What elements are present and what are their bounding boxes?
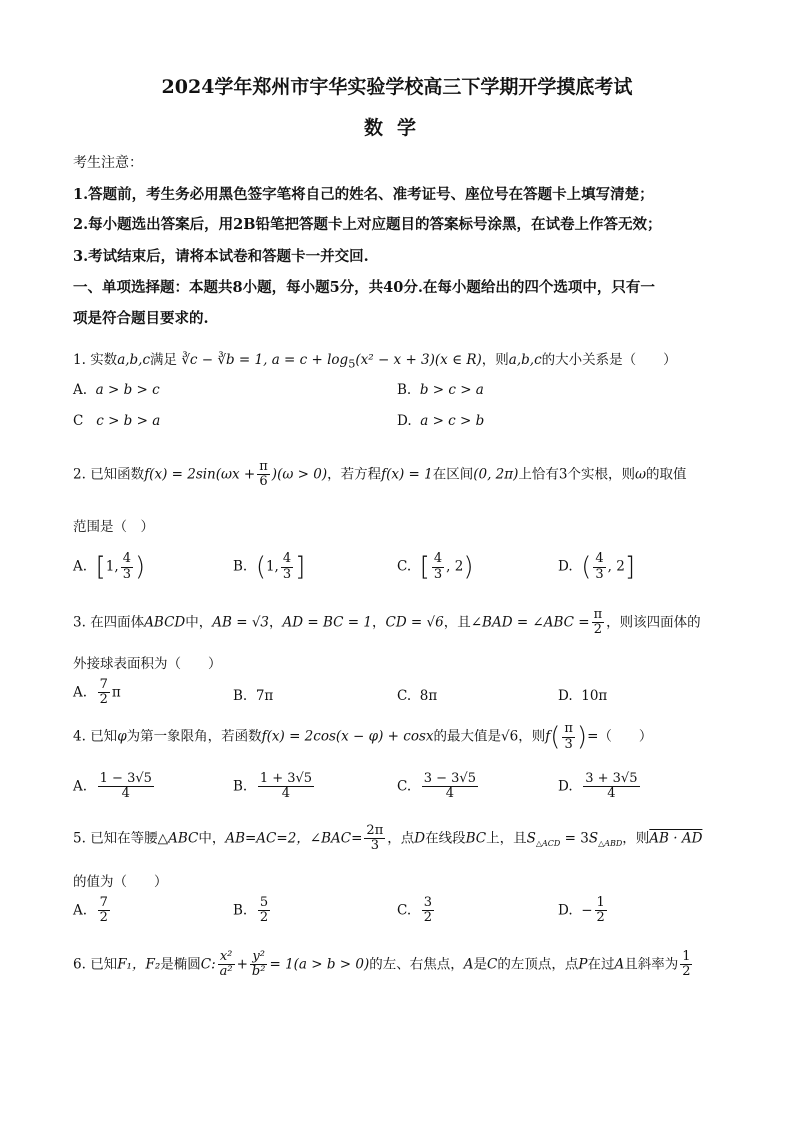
q5-sub1: △ACD (535, 838, 561, 848)
q6-a: A (463, 956, 474, 973)
notice-item-2: 2.每小题选出答案后，用2B铅笔把答题卡上对应题目的答案标号涂黑，在试卷上作答无效； (73, 216, 662, 233)
q3-text-2: 中， (185, 614, 213, 631)
q5-d: D (414, 830, 426, 847)
q4-frac-num: π (564, 721, 573, 737)
section-heading-line2: 项是符合题目要求的. (73, 310, 209, 327)
q1-text-1: 实数 (90, 352, 118, 368)
q4-a-num: 1 − 3√5 (99, 771, 152, 786)
q4-text-1: 已知 (90, 728, 118, 745)
q6-b2: b² (251, 964, 266, 980)
q3-ab: AB = √3 (212, 614, 270, 631)
q3-abcd: ABCD (144, 614, 186, 631)
q3-option-c-label: C. (397, 688, 412, 704)
q6-text-7: 且斜率为 (624, 956, 679, 973)
q4-text-4: ，则 (518, 728, 546, 745)
q4-option-b[interactable] (233, 772, 316, 802)
q2-option-d-label: D. (558, 558, 573, 575)
q3-frac-num: π (593, 607, 603, 622)
q2-omega: ω (635, 466, 647, 483)
q6-a2: a² (219, 964, 233, 980)
q1-option-c-label: C (73, 413, 84, 429)
q6-text-2: 是椭圆 (160, 956, 201, 973)
q4-f: f (545, 728, 551, 745)
exam-subject: 数学 (363, 117, 430, 139)
q3-cd: CD = √6 (385, 614, 444, 631)
q4-sqrt6: √6 (501, 728, 519, 745)
q6-y2: y² (250, 950, 268, 965)
q4-a-den: 4 (121, 786, 130, 802)
section-heading-line1: 一、单项选择题：本题共8小题，每小题5分，共40分.在每小题给出的四个选项中，只有一 (73, 279, 655, 296)
q6-text-6: 在过 (587, 956, 615, 973)
q1-condition: ∛c − ∛b = 1, a = c + log (181, 352, 349, 368)
q5-s2: S (588, 830, 599, 847)
q6-half-den: 2 (682, 964, 691, 980)
q3-option-a[interactable] (73, 678, 121, 708)
question-6-stem (73, 950, 694, 980)
q2-number: 2. (73, 466, 86, 483)
q5-text-1: 已知在等腰△ (90, 830, 169, 847)
q5-b-num: 5 (259, 895, 269, 910)
q1-option-a-text: a > b > c (95, 382, 160, 398)
q3-a-den: 2 (99, 692, 108, 708)
q2-option-c[interactable]: C. [ $\frac{4}{3}$ , 2) (397, 551, 474, 582)
q6-plus: + (236, 956, 248, 973)
q4-option-c-label: C. (397, 778, 412, 795)
question-4-stem: 4. 已知φ为第一象限角，若函数f(x) = 2cos(x − φ) + cosx的最大值是√6，则f( $\frac{\pi}{3}$ )=（ ） (73, 721, 653, 752)
question-5-stem (73, 824, 702, 854)
q3-angle: ∠BAD = ∠ABC = (470, 614, 590, 631)
q2-b-left: 1, (265, 558, 279, 575)
q5-option-a-label: A. (73, 902, 88, 919)
q1-option-c-text: c > b > a (96, 413, 161, 429)
question-3-stem: 3. 在四面体ABCD中，AB = √3，AD = BC = 1，CD = √6，且∠BAD = ∠ABC = $\frac{\pi}{2}$ ，则该四面体的 (73, 607, 701, 638)
q1-text-4: 的大小关系是（ ） (541, 352, 677, 368)
q2-c-den: 3 (433, 566, 443, 582)
q4-number: 4. (73, 728, 86, 745)
q4-option-c[interactable] (397, 772, 480, 802)
q5-option-d[interactable] (558, 896, 609, 926)
q1-number: 1. (73, 352, 86, 368)
q2-frac-den: 6 (259, 474, 268, 490)
q3-option-a-label: A. (73, 684, 88, 701)
q6-text-4: 是 (473, 956, 488, 973)
q4-option-d[interactable] (558, 772, 642, 802)
q3-option-d-label: D. (558, 688, 573, 704)
q1-text-2: 满足 (150, 352, 178, 368)
q5-option-c[interactable] (397, 896, 436, 926)
q5-frac-den: 3 (370, 838, 379, 854)
q5-option-c-label: C. (397, 902, 412, 919)
q5-b-den: 2 (259, 910, 269, 926)
q2-text-1: 已知函数 (90, 466, 145, 483)
q4-option-d-label: D. (558, 778, 573, 795)
q6-aa: A (614, 956, 625, 973)
q3-a-pi: π (111, 684, 121, 701)
q3-option-c-text: 8π (419, 688, 438, 704)
q3-frac-den: 2 (593, 622, 603, 638)
q5-s1: S (526, 830, 536, 847)
q1-option-b-label: B. (397, 382, 412, 398)
q3-option-c[interactable] (397, 688, 437, 704)
q5-option-b[interactable] (233, 896, 272, 926)
q2-a-den: 3 (122, 566, 131, 582)
q2-option-a-label: A. (73, 558, 88, 575)
q2-b-den: 3 (282, 566, 292, 582)
q1-option-b-text: b > c > a (419, 382, 484, 398)
q5-option-d-label: D. (558, 902, 573, 919)
q6-text-3: 的左、右焦点， (369, 956, 464, 973)
q2-option-d[interactable]: D. ( $\frac{4}{3}$ , 2] (558, 551, 635, 582)
exam-title: 2024学年郑州市宇华实验学校高三下学期开学摸底考试 (161, 76, 633, 98)
q2-option-c-label: C. (397, 558, 412, 575)
q2-frac-num: π (259, 459, 268, 474)
q4-option-b-label: B. (233, 778, 248, 795)
q2-text-2: ，若方程 (327, 466, 382, 483)
q1-option-b[interactable] (397, 382, 484, 398)
q3-option-b[interactable] (233, 688, 273, 704)
q4-d-den: 4 (607, 786, 616, 802)
q6-text-5: 的左顶点，点 (497, 956, 579, 973)
q1-option-a-label: A. (73, 382, 88, 398)
q4-text-5: =（ ） (587, 728, 653, 745)
q6-text-1: 已知 (90, 956, 118, 973)
q6-cc: C (487, 956, 498, 973)
q2-a-left: 1, (105, 558, 119, 575)
q2-option-a[interactable]: A. [1, $\frac{4}{3}$ ) (73, 551, 146, 582)
q6-x2: x² (218, 950, 235, 965)
q5-text-4: 在线段 (425, 830, 466, 847)
notice-item-1: 1.答题前，考生务必用黑色签字笔将自己的姓名、准考证号、座位号在答题卡上填写清楚； (73, 186, 654, 203)
q5-condition: AB=AC=2，∠BAC= (225, 830, 363, 847)
q5-sub2: △ABD (598, 838, 623, 848)
q5-d-neg: − (581, 902, 593, 919)
q5-c-den: 2 (423, 910, 433, 926)
q2-function: f(x) = 2sin(ωx + (144, 466, 256, 483)
q6-foci: F₁，F₂ (117, 956, 161, 973)
q2-b-num: 4 (282, 551, 292, 567)
q5-d-den: 2 (596, 910, 605, 926)
q6-p: P (578, 956, 588, 973)
q5-abc: ABC (168, 830, 199, 847)
q2-stem-line2: 范围是（ ） (73, 519, 154, 535)
q5-eq: = 3 (564, 830, 589, 847)
q4-option-a-label: A. (73, 778, 88, 795)
q3-text-3: ，且 (443, 614, 471, 631)
q3-a-num: 7 (99, 677, 108, 692)
q2-text-4: 上恰有3个实根，则 (518, 466, 635, 483)
q3-option-d-text: 10π (581, 688, 608, 704)
q5-option-a[interactable] (73, 896, 112, 926)
q1-option-a[interactable] (73, 382, 160, 398)
q3-number: 3. (73, 614, 86, 631)
q5-stem-line2: 的值为（ ） (73, 874, 168, 890)
q2-equation: f(x) = 1 (381, 466, 433, 483)
q2-a-num: 4 (122, 551, 131, 567)
q5-text-5: 上，且 (486, 830, 527, 847)
q1-option-c[interactable] (73, 413, 160, 429)
q3-option-b-text: 7π (255, 688, 274, 704)
q4-b-den: 4 (281, 786, 291, 802)
q1-option-d[interactable] (397, 413, 484, 429)
q6-c: C: (200, 956, 216, 973)
q4-option-a[interactable] (73, 772, 156, 802)
q4-text-2: 为第一象限角，若函数 (126, 728, 262, 745)
question-1-stem (73, 348, 677, 371)
q5-text-2: 中， (198, 830, 226, 847)
q5-text-3: ，点 (387, 830, 415, 847)
notice-item-3: 3.考试结束后，请将本试卷和答题卡一并交回. (73, 248, 369, 265)
q5-d-num: 1 (596, 895, 605, 910)
q3-ad: AD = BC = 1 (282, 614, 372, 631)
q5-number: 5. (73, 830, 86, 847)
q5-text-6: ，则 (622, 830, 650, 847)
q1-option-d-label: D. (397, 413, 412, 429)
q1-text-3: ，则 (481, 352, 509, 368)
q5-option-b-label: B. (233, 902, 248, 919)
q6-half-num: 1 (682, 949, 691, 964)
q2-option-b-label: B. (233, 558, 248, 575)
q6-number: 6. (73, 956, 86, 973)
q2-d-num: 4 (595, 551, 604, 567)
q4-frac-den: 3 (564, 736, 573, 752)
q5-bc: BC (465, 830, 487, 847)
q4-text-3: 的最大值是 (433, 728, 502, 745)
q2-text-3: 在区间 (432, 466, 474, 483)
q3-stem-line2: 外接球表面积为（ ） (73, 656, 222, 672)
q4-function: f(x) = 2cos(x − φ) + cosx (261, 728, 434, 745)
question-2-stem (73, 460, 687, 490)
q5-a-num: 7 (99, 895, 108, 910)
notice-heading: 考生注意： (73, 155, 143, 171)
q4-b-num: 1 + 3√5 (259, 771, 313, 786)
q5-c-num: 3 (423, 895, 433, 910)
q1-vars: a,b,c (117, 352, 151, 368)
q3-text-1: 在四面体 (90, 614, 145, 631)
q1-log-base: 5 (348, 357, 356, 371)
q1-log-arg: (x² − x + 3)(x ∈ R) (355, 352, 482, 368)
q3-text-4: ，则该四面体的 (606, 614, 701, 631)
q5-vector-product: AB · AD (649, 830, 703, 847)
q2-c-right: , 2 (446, 558, 464, 575)
q4-d-num: 3 + 3√5 (585, 771, 638, 786)
q2-function-end: )(ω > 0) (271, 466, 328, 483)
q2-d-right: , 2 (607, 558, 625, 575)
q2-d-den: 3 (595, 566, 604, 582)
q3-option-b-label: B. (233, 688, 248, 704)
q1-option-d-text: a > c > b (420, 413, 485, 429)
q4-c-den: 4 (445, 786, 454, 802)
q5-frac-num: 2π (366, 823, 384, 838)
q2-c-num: 4 (433, 551, 443, 567)
q2-option-b[interactable]: B. (1, $\frac{4}{3}$ ] (233, 551, 306, 582)
q1-vars-2: a,b,c (508, 352, 542, 368)
q4-phi: φ (117, 728, 127, 745)
q2-text-5: 的取值 (646, 466, 687, 483)
q2-interval: (0, 2π) (473, 466, 519, 483)
q5-a-den: 2 (99, 910, 108, 926)
q3-option-d[interactable] (558, 688, 607, 704)
q6-eq: = 1(a > b > 0) (269, 956, 370, 973)
q4-c-num: 3 − 3√5 (423, 771, 476, 786)
